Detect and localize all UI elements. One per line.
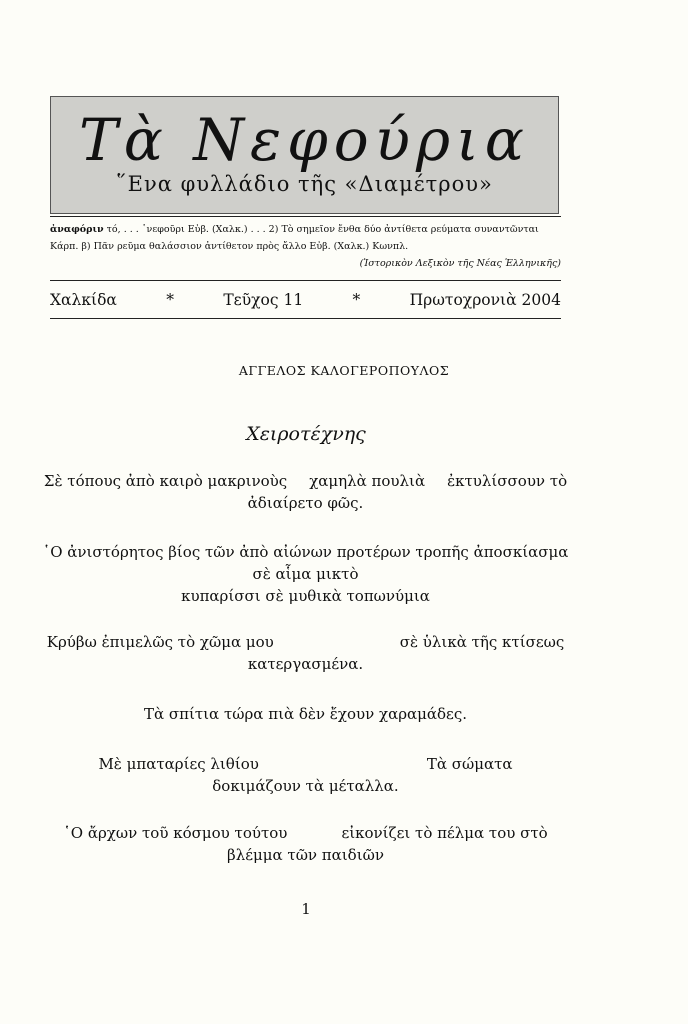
poem-line xyxy=(50,492,561,514)
poem-line xyxy=(50,775,561,797)
star-separator: * xyxy=(166,291,174,309)
poem-line-segment: ἀδιαίρετο φῶς. xyxy=(247,494,364,512)
definition-headword: ἀναφόριν xyxy=(50,224,104,235)
poem-stanza xyxy=(50,753,561,797)
poem-line-segment: δοκιμάζουν τὰ μέταλλα. xyxy=(212,777,399,795)
newsletter-title: Τὰ Νεφούρια xyxy=(79,106,530,174)
poem-line xyxy=(42,541,569,563)
poem-line-segment: σὲ ὑλικὰ τῆς κτίσεως xyxy=(399,633,565,651)
newsletter-subtitle: ῞Ενα φυλλάδιο τῆς «Διαμέτρου» xyxy=(116,172,493,196)
poem-line xyxy=(43,470,568,492)
definition-source: (Ἱστορικὸν Λεξικὸν τῆς Νέας Ἑλληνικῆς) xyxy=(359,258,561,269)
dictionary-definition xyxy=(50,221,561,272)
poem-line-segment: Μὲ μπαταρίες λιθίου xyxy=(98,755,259,773)
poem-line-segment: σὲ αἷμα μικτὸ xyxy=(252,565,359,583)
poem-line-segment: ἐκτυλίσσουν τὸ xyxy=(447,472,568,490)
poem-stanza xyxy=(50,822,561,866)
poem-line-segment: ῾Ο ἀνιστόρητος βίος τῶν ἀπὸ αἰώνων προτέρων τροπῆς ἀποσκίασμα xyxy=(42,543,569,561)
poem-stanza xyxy=(50,703,561,725)
page-number: 1 xyxy=(301,900,311,918)
definition-text: τό, . . . ῾νεφοῦρι Εὐβ. (Χαλκ.) . . . 2) Τὸ σημεῖον ἔνθα δύο ἀντίθετα ρεύματα συναντῶνται xyxy=(103,224,539,235)
poem-title: Χειροτέχνης xyxy=(246,423,366,445)
poem-line xyxy=(50,703,561,725)
poem-line-segment: κυπαρίσσι σὲ μυθικὰ τοπωνύμια xyxy=(181,587,430,605)
poem-line-segment: εἰκονίζει τὸ πέλμα του στὸ xyxy=(341,824,548,842)
star-separator: * xyxy=(352,291,361,309)
poem-line-segment: Σὲ τόπους ἀπὸ καιρὸ μακρινοὺς xyxy=(43,472,288,490)
poem-stanza xyxy=(46,631,565,675)
definition-line-2: Κάρπ. β) Πᾶν ρεῦμα θαλάσσιον ἀντίθετον πρὸς ἄλλο Εὐβ. (Χαλκ.) Κωνπλ. xyxy=(50,241,409,252)
poem-line xyxy=(50,585,561,607)
divider xyxy=(50,318,561,319)
poem-line-segment: ῾Ο ἄρχων τοῦ κόσμου τούτου xyxy=(63,824,288,842)
issue-date: Πρωτοχρονιὰ 2004 xyxy=(409,291,561,309)
poem-stanza xyxy=(43,470,568,514)
poem-line-segment: κατεργασμένα. xyxy=(247,655,364,673)
issue-place: Χαλκίδα xyxy=(50,291,117,309)
poem-line xyxy=(50,844,561,866)
poem-line-segment: βλέμμα τῶν παιδιῶν xyxy=(227,846,384,864)
divider xyxy=(50,216,561,217)
poem-line-segment: Κρύβω ἐπιμελῶς τὸ χῶμα μου xyxy=(46,633,274,651)
poem-line xyxy=(50,563,561,585)
author-name: ΑΓΓΕΛΟΣ ΚΑΛΟΓΕΡΟΠΟΥΛΟΣ xyxy=(238,363,450,378)
issue-number: Τεῦχος 11 xyxy=(223,291,304,309)
poem-line-segment: Τὰ σώματα xyxy=(426,755,513,773)
divider xyxy=(50,280,561,281)
poem-line xyxy=(50,653,561,675)
poem-line-segment: Τὰ σπίτια τώρα πιὰ δὲν ἔχουν χαραμάδες. xyxy=(144,705,467,723)
masthead xyxy=(50,96,559,214)
poem-stanza xyxy=(42,541,569,607)
poem-line-segment: χαμηλὰ πουλιὰ xyxy=(309,472,426,490)
poem-line xyxy=(46,631,565,653)
poem-line xyxy=(50,822,561,844)
definition-line-1 xyxy=(50,221,561,238)
poem-line xyxy=(50,753,561,775)
issue-info xyxy=(50,289,561,311)
